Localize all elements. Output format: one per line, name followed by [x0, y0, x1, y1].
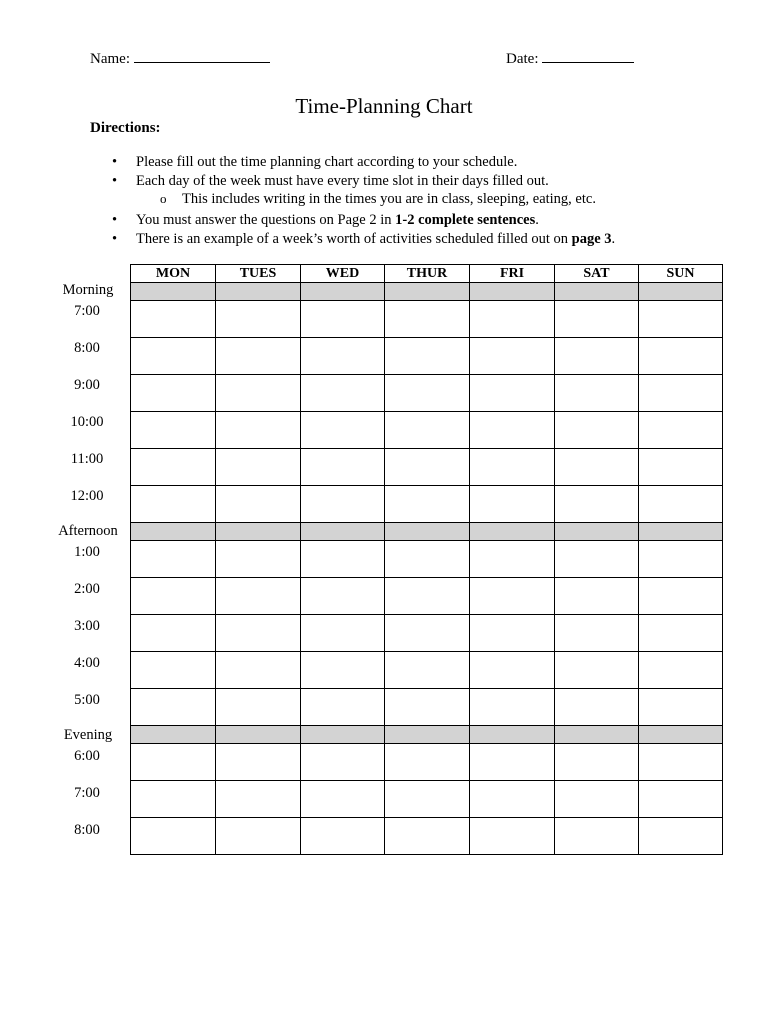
- day-header: THUR: [385, 265, 470, 283]
- time-label: 12:00: [70, 488, 104, 504]
- time-slot-cell[interactable]: [639, 412, 723, 449]
- time-slot-cell[interactable]: [639, 744, 723, 781]
- time-slot-cell[interactable]: [131, 818, 216, 855]
- section-cell: [555, 523, 639, 541]
- time-slot-cell[interactable]: [470, 375, 555, 412]
- time-slot-cell[interactable]: [470, 781, 555, 818]
- time-slot-cell[interactable]: [385, 449, 470, 486]
- time-slot-cell[interactable]: [639, 578, 723, 615]
- time-slot-row: [131, 301, 723, 338]
- section-cell: [470, 523, 555, 541]
- time-slot-cell[interactable]: [131, 652, 216, 689]
- time-slot-cell[interactable]: [555, 744, 639, 781]
- day-header: WED: [301, 265, 385, 283]
- direction-after: .: [611, 231, 616, 247]
- direction-item: [112, 212, 539, 229]
- time-slot-row: [131, 375, 723, 412]
- time-slot-cell[interactable]: [216, 689, 301, 726]
- section-row: [131, 523, 723, 541]
- time-slot-row: [131, 338, 723, 375]
- time-slot-cell[interactable]: [216, 781, 301, 818]
- time-slot-cell[interactable]: [301, 652, 385, 689]
- time-label: 1:00: [74, 544, 100, 560]
- time-slot-cell[interactable]: [301, 412, 385, 449]
- time-slot-cell[interactable]: [385, 652, 470, 689]
- section-cell: [639, 523, 723, 541]
- time-slot-cell[interactable]: [131, 449, 216, 486]
- section-cell: [216, 726, 301, 744]
- time-slot-cell[interactable]: [131, 412, 216, 449]
- time-slot-cell[interactable]: [555, 375, 639, 412]
- time-slot-row: [131, 578, 723, 615]
- time-slot-cell[interactable]: [131, 781, 216, 818]
- section-cell: [131, 726, 216, 744]
- time-slot-cell[interactable]: [301, 301, 385, 338]
- section-cell: [470, 283, 555, 301]
- section-row: [131, 283, 723, 301]
- direction-text: Please fill out the time planning chart according to your schedule.: [136, 154, 518, 170]
- time-slot-row: [131, 412, 723, 449]
- time-slot-cell[interactable]: [470, 486, 555, 523]
- time-slot-cell[interactable]: [301, 818, 385, 855]
- time-slot-cell[interactable]: [639, 375, 723, 412]
- date-field: [506, 48, 634, 68]
- date-label: Date:: [506, 51, 539, 67]
- direction-item: [112, 231, 616, 248]
- time-slot-cell[interactable]: [216, 338, 301, 375]
- direction-bold: 1-2 complete sentences: [395, 212, 536, 228]
- time-slot-cell[interactable]: [131, 375, 216, 412]
- time-planning-grid: [130, 264, 723, 855]
- time-slot-cell[interactable]: [131, 541, 216, 578]
- section-cell: [639, 726, 723, 744]
- time-slot-cell[interactable]: [639, 689, 723, 726]
- time-slot-row: [131, 486, 723, 523]
- time-slot-cell[interactable]: [470, 578, 555, 615]
- bullet-icon: •: [112, 173, 118, 189]
- direction-item: [112, 154, 518, 171]
- time-label: 7:00: [74, 785, 100, 801]
- section-cell: [301, 726, 385, 744]
- time-slot-cell[interactable]: [385, 375, 470, 412]
- time-label: 10:00: [70, 414, 104, 430]
- time-slot-cell[interactable]: [131, 338, 216, 375]
- time-label: 8:00: [74, 822, 100, 838]
- section-cell: [131, 523, 216, 541]
- time-slot-cell[interactable]: [555, 578, 639, 615]
- section-label: Evening: [63, 727, 113, 743]
- time-slot-cell[interactable]: [639, 781, 723, 818]
- time-slot-cell[interactable]: [216, 744, 301, 781]
- time-label: 7:00: [74, 303, 100, 319]
- time-slot-cell[interactable]: [301, 744, 385, 781]
- time-slot-cell[interactable]: [555, 486, 639, 523]
- name-field: [90, 48, 270, 68]
- time-slot-cell[interactable]: [131, 578, 216, 615]
- day-header: SUN: [639, 265, 723, 283]
- time-label: 11:00: [70, 451, 104, 467]
- time-label: 6:00: [74, 748, 100, 764]
- time-slot-cell[interactable]: [216, 578, 301, 615]
- section-label: Morning: [62, 282, 114, 298]
- time-slot-cell[interactable]: [639, 449, 723, 486]
- direction-text: There is an example of a week’s worth of activities scheduled filled out on: [136, 231, 572, 247]
- time-slot-cell[interactable]: [385, 781, 470, 818]
- time-slot-cell[interactable]: [470, 338, 555, 375]
- time-slot-cell[interactable]: [555, 652, 639, 689]
- time-slot-row: [131, 541, 723, 578]
- day-header-row: [131, 265, 723, 283]
- time-slot-cell[interactable]: [639, 818, 723, 855]
- time-slot-row: [131, 449, 723, 486]
- time-slot-cell[interactable]: [216, 375, 301, 412]
- direction-sub-text: This includes writing in the times you are in class, sleeping, eating, etc.: [182, 191, 596, 207]
- time-slot-row: [131, 689, 723, 726]
- time-slot-cell[interactable]: [470, 412, 555, 449]
- day-header: SAT: [555, 265, 639, 283]
- time-slot-cell[interactable]: [555, 338, 639, 375]
- time-slot-cell[interactable]: [555, 781, 639, 818]
- time-slot-cell[interactable]: [555, 449, 639, 486]
- sub-bullet-icon: o: [160, 191, 167, 206]
- time-slot-cell[interactable]: [301, 449, 385, 486]
- section-cell: [470, 726, 555, 744]
- time-slot-cell[interactable]: [639, 338, 723, 375]
- time-slot-cell[interactable]: [555, 412, 639, 449]
- time-slot-cell[interactable]: [385, 486, 470, 523]
- time-slot-cell[interactable]: [216, 652, 301, 689]
- section-cell: [301, 523, 385, 541]
- direction-item: [112, 173, 549, 190]
- time-slot-cell[interactable]: [131, 615, 216, 652]
- section-cell: [385, 283, 470, 301]
- time-slot-cell[interactable]: [639, 652, 723, 689]
- direction-bold: page 3: [571, 231, 612, 247]
- time-slot-cell[interactable]: [385, 689, 470, 726]
- time-slot-cell[interactable]: [555, 818, 639, 855]
- time-slot-cell[interactable]: [131, 301, 216, 338]
- section-cell: [216, 523, 301, 541]
- time-label: 8:00: [74, 340, 100, 356]
- section-cell: [555, 726, 639, 744]
- time-slot-cell[interactable]: [639, 541, 723, 578]
- time-label: 2:00: [74, 581, 100, 597]
- date-blank[interactable]: [542, 48, 634, 63]
- section-cell: [385, 523, 470, 541]
- time-slot-cell[interactable]: [555, 301, 639, 338]
- section-cell: [131, 283, 216, 301]
- time-slot-cell[interactable]: [216, 301, 301, 338]
- time-slot-row: [131, 744, 723, 781]
- time-slot-cell[interactable]: [385, 744, 470, 781]
- name-blank[interactable]: [134, 48, 270, 63]
- time-slot-cell[interactable]: [385, 818, 470, 855]
- day-header: TUES: [216, 265, 301, 283]
- time-slot-cell[interactable]: [470, 541, 555, 578]
- section-cell: [385, 726, 470, 744]
- time-slot-cell[interactable]: [470, 689, 555, 726]
- time-slot-cell[interactable]: [131, 689, 216, 726]
- section-cell: [639, 283, 723, 301]
- directions-label: Directions:: [90, 120, 161, 136]
- time-slot-cell[interactable]: [301, 615, 385, 652]
- section-cell: [301, 283, 385, 301]
- time-slot-row: [131, 781, 723, 818]
- time-slot-cell[interactable]: [301, 338, 385, 375]
- time-slot-cell[interactable]: [385, 615, 470, 652]
- bullet-icon: •: [112, 231, 118, 247]
- name-label: Name:: [90, 51, 130, 67]
- direction-after: .: [535, 212, 539, 228]
- time-slot-cell[interactable]: [216, 486, 301, 523]
- time-slot-cell[interactable]: [470, 744, 555, 781]
- time-slot-cell[interactable]: [470, 652, 555, 689]
- time-slot-cell[interactable]: [470, 301, 555, 338]
- time-slot-cell[interactable]: [301, 375, 385, 412]
- time-slot-cell[interactable]: [216, 541, 301, 578]
- direction-text: You must answer the questions on Page 2 in: [136, 212, 396, 228]
- time-slot-cell[interactable]: [301, 486, 385, 523]
- time-label: 4:00: [74, 655, 100, 671]
- time-slot-cell[interactable]: [385, 541, 470, 578]
- time-slot-cell[interactable]: [555, 615, 639, 652]
- time-slot-cell[interactable]: [216, 818, 301, 855]
- time-slot-cell[interactable]: [385, 578, 470, 615]
- time-slot-cell[interactable]: [301, 541, 385, 578]
- time-slot-row: [131, 652, 723, 689]
- direction-text: Each day of the week must have every time slot in their days filled out.: [136, 173, 549, 189]
- time-slot-row: [131, 615, 723, 652]
- time-slot-cell[interactable]: [301, 578, 385, 615]
- time-slot-cell[interactable]: [216, 412, 301, 449]
- time-slot-cell[interactable]: [216, 449, 301, 486]
- time-slot-cell[interactable]: [385, 338, 470, 375]
- time-slot-cell[interactable]: [216, 615, 301, 652]
- time-slot-cell[interactable]: [555, 689, 639, 726]
- direction-sub-item: [160, 191, 596, 208]
- day-header: FRI: [470, 265, 555, 283]
- section-cell: [216, 283, 301, 301]
- time-slot-cell[interactable]: [301, 781, 385, 818]
- time-slot-cell[interactable]: [639, 301, 723, 338]
- time-slot-cell[interactable]: [555, 541, 639, 578]
- time-slot-row: [131, 818, 723, 855]
- time-slot-cell[interactable]: [470, 818, 555, 855]
- time-label: 5:00: [74, 692, 100, 708]
- time-label: 3:00: [74, 618, 100, 634]
- time-slot-cell[interactable]: [639, 615, 723, 652]
- page-title: Time-Planning Chart: [295, 94, 473, 118]
- time-slot-cell[interactable]: [470, 449, 555, 486]
- time-slot-cell[interactable]: [301, 689, 385, 726]
- time-label: 9:00: [74, 377, 100, 393]
- time-slot-cell[interactable]: [385, 301, 470, 338]
- time-slot-cell[interactable]: [639, 486, 723, 523]
- bullet-icon: •: [112, 212, 118, 228]
- section-cell: [555, 283, 639, 301]
- bullet-icon: •: [112, 154, 118, 170]
- day-header: MON: [131, 265, 216, 283]
- section-row: [131, 726, 723, 744]
- time-slot-cell[interactable]: [131, 744, 216, 781]
- time-slot-cell[interactable]: [385, 412, 470, 449]
- section-label: Afternoon: [58, 523, 118, 539]
- time-slot-cell[interactable]: [131, 486, 216, 523]
- time-slot-cell[interactable]: [470, 615, 555, 652]
